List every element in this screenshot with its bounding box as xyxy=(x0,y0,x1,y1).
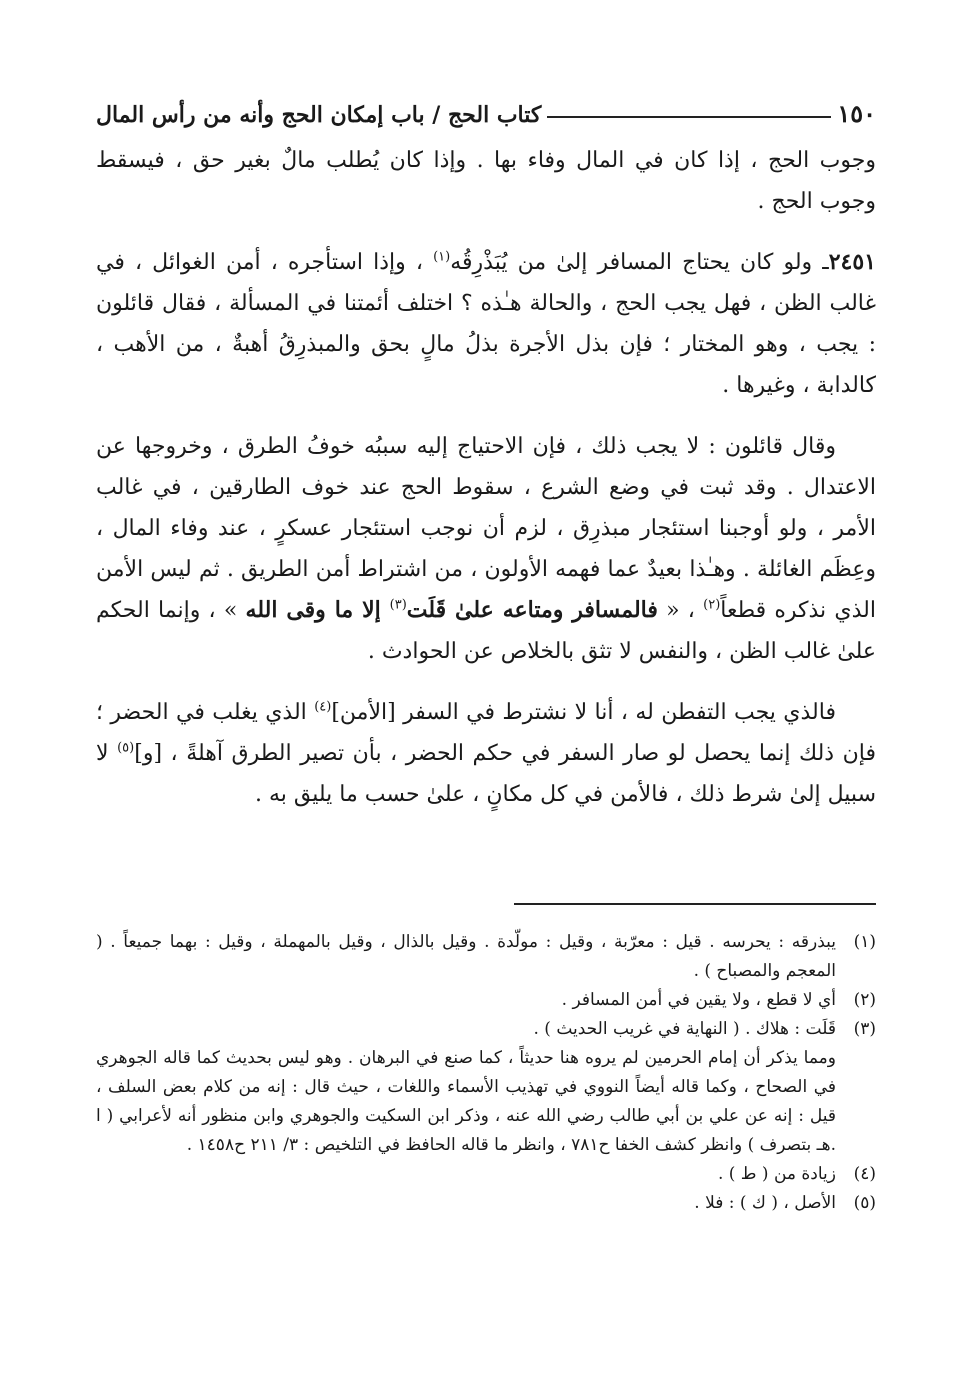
footnote xyxy=(96,986,876,1015)
footnote-separator xyxy=(514,903,876,905)
paragraph-text: الذي يغلب في الحضر ؛ فإن ذلك إنما يحصل لو صار السفر في حكم الحضر ، بأن تصير الطرق آهلةً ، [و] xyxy=(96,700,877,766)
paragraph-second-opinion xyxy=(96,426,876,672)
issue-number: ٢٤٥١ xyxy=(828,249,876,275)
footnotes xyxy=(96,928,876,1218)
footnote-text: يبذرقه : يحرسه . قيل : معرّبة ، وقيل : مولّدة . وقيل بالذال ، وقيل بالمهملة ، وقيل : بهما جميعاً . ( المعجم والمصباح ) . xyxy=(96,932,836,981)
footnote-mark: (٢) xyxy=(703,597,721,613)
footnote-continuation: ومما يذكر أن إمام الحرمين لم يروه هنا حديثاً ، كما صنع في البرهان . وهو ليس بحديث كما قاله الجوهري في الصحاح ، وكما قاله أيضاً النووي في تهذيب الأسماء واللغات ، حيث قال : إنه من كلام بعض السلف ، قيل : إنه عن علي بن أبي طالب رضي الله عنه ، وذكر ابن السكيت والجوهري وابن منظور أنه لأعرابي ( ا .هـ بتصرف ) وانظر كشف الخفا ح٧٨١ ، وانظر ما قاله الحافظ في التلخيص : ٣/ ٢١١ ح١٤٥٨ . xyxy=(96,1048,836,1155)
footnote xyxy=(96,1189,876,1218)
running-title: كتاب الحج / باب إمكان الحج وأنه من رأس المال xyxy=(96,102,542,128)
paragraph-text: فالذي يجب التفطن له ، أنا لا نشترط في السفر [الأمن] xyxy=(331,700,836,725)
footnote-text: قَلَت : هلاك . ( النهاية في غريب الحديث ) . xyxy=(533,1019,836,1039)
main-text xyxy=(96,140,876,815)
footnote-number: (٤) xyxy=(853,1164,876,1184)
paragraph-text: ـ ولو كان يحتاج المسافر إلىٰ من يُبَذْرِقُه xyxy=(450,250,829,275)
quoted-saying: إلا ما وقى الله xyxy=(245,597,390,623)
paragraph-text: » ، وإنما الحكم علىٰ غالب الظن ، والنفس لا تثق بالخلاص عن الحوادث . xyxy=(96,598,876,664)
footnote-number: (٢) xyxy=(853,990,876,1010)
header-rule xyxy=(547,116,831,118)
footnote-number: (٥) xyxy=(853,1193,876,1213)
paragraph-text: لا سبيل إلىٰ شرط ذلك ، فالأمن في كل مكانٍ ، علىٰ حسب ما يليق به . xyxy=(96,741,876,807)
footnote-text: أي لا قطع ، ولا يقين في أمن المسافر . xyxy=(561,990,836,1010)
footnote-mark: (١) xyxy=(433,249,451,265)
paragraph-conclusion xyxy=(96,692,876,815)
page-header xyxy=(96,88,876,128)
paragraph-2451 xyxy=(96,242,876,406)
footnote-number: (١) xyxy=(853,932,876,952)
footnote-mark: (٥) xyxy=(117,740,135,756)
footnote-text: الأصل ، ( ك ) : فلا . xyxy=(694,1193,836,1213)
paragraph-text: ، وإذا استأجره ، أمن الغوائل ، في غالب الظن ، فهل يجب الحج ، والحالة هـٰذه ؟ اختلف أئمتنا في المسألة ، فقال قائلون : يجب ، وهو المختار ؛ فإن بذل الأجرة بذلُ مالٍ بحق والمبذرِقُ أهبةٌ ، من الأهب ، كالدابة ، وغيرها . xyxy=(96,250,876,398)
footnote xyxy=(96,1160,876,1189)
footnote-text: زيادة من ( ط ) . xyxy=(717,1164,836,1184)
footnote-mark: (٤) xyxy=(314,699,332,715)
paragraph-continuation: وجوب الحج ، إذا كان في المال وفاء بها . وإذا كان يُطلب مالٌ بغير حق ، فيسقط وجوب الحج . xyxy=(96,148,876,214)
paragraph-text: وقال قائلون : لا يجب ذلك ، فإن الاحتياج إليه سببُه خوفُ الطرق ، وخروجها عن الاعتدال . وقد ثبت في وضع الشرع ، سقوط الحج عند خوف الطارقين ، في غالب الأمر ، ولو أوجبنا استئجار مبذرِق ، لزم أن نوجب استئجار عسكرٍ ، عند وفاء المال ، وعِظَم الغائلة . وهـٰذا بعيدٌ عما فهمه الأولون ، من اشتراط أمن الطريق . ثم ليس الأمن الذي نذكره قطعاً xyxy=(96,434,876,623)
footnote-number: (٣) xyxy=(853,1019,876,1039)
page-number: ١٥٠ xyxy=(837,99,876,128)
footnote xyxy=(96,928,876,986)
footnote-mark: (٣) xyxy=(389,597,407,613)
paragraph-text: ، « xyxy=(657,598,704,623)
quoted-saying: فالمسافر ومتاعه علىٰ قَلَت xyxy=(406,597,658,623)
footnote xyxy=(96,1015,876,1044)
